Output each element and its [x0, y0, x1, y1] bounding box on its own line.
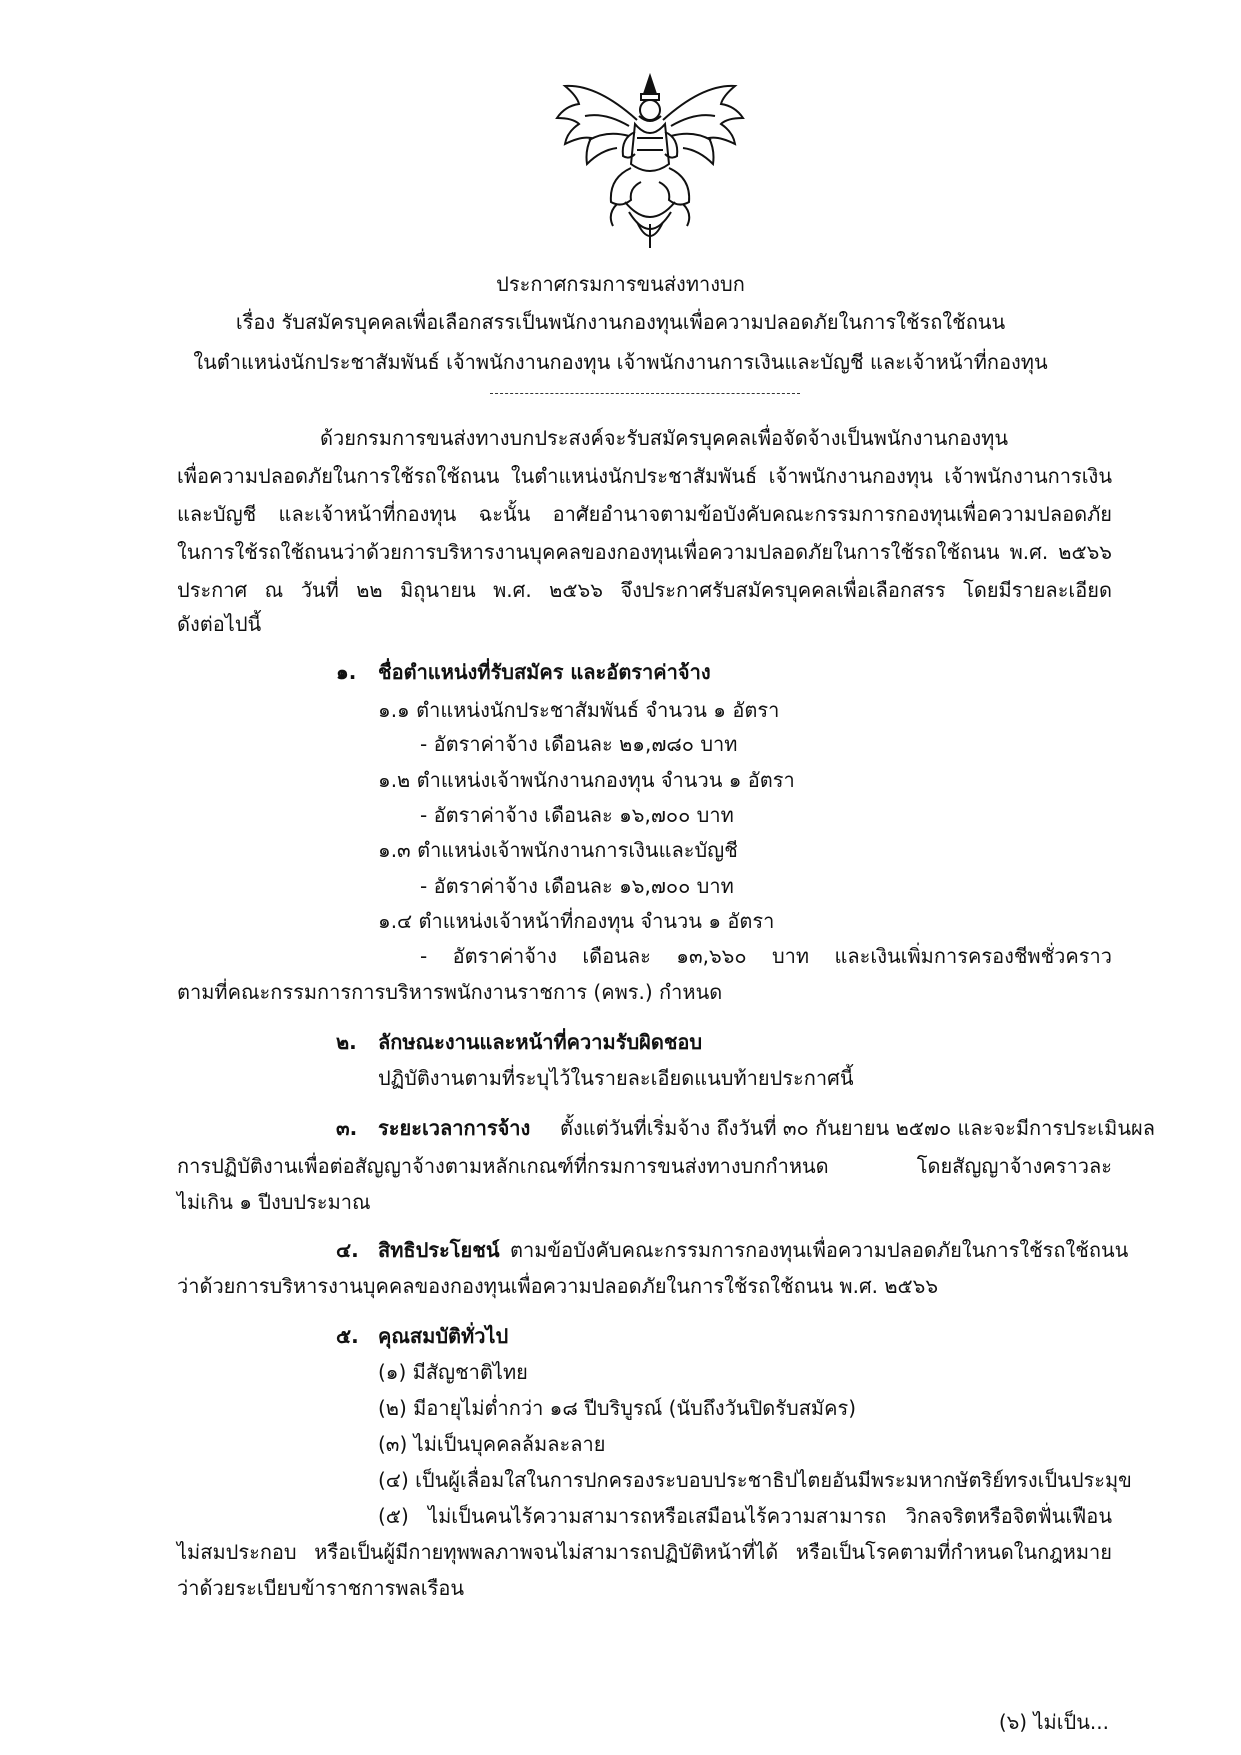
header-divider: [490, 393, 800, 394]
section-4-line-1: ตามข้อบังคับคณะกรรมการกองทุนเพื่อความปลอดภัยในการใช้รถใช้ถนน: [510, 1238, 1129, 1262]
position-1-3: ๑.๓ ตำแหน่งเจ้าพนักงานการเงินและบัญชี: [378, 838, 738, 862]
section-5-title: คุณสมบัติทั่วไป: [378, 1324, 509, 1348]
position-1-4-rate: - อัตราค่าจ้าง เดือนละ ๑๓,๖๖๐ บาท และเงินเพิ่มการครองชีพชั่วคราว: [420, 944, 1112, 968]
qualification-4: (๔) เป็นผู้เลื่อมใสในการปกครองระบอบประชาธิปไตยอันมีพระมหากษัตริย์ทรงเป็นประมุข: [378, 1468, 1132, 1492]
announcement-heading: ประกาศกรมการขนส่งทางบก: [496, 272, 745, 296]
section-4-title: สิทธิประโยชน์: [378, 1238, 500, 1262]
section-2-body: ปฏิบัติงานตามที่ระบุไว้ในรายละเอียดแนบท้ายประกาศนี้: [378, 1066, 854, 1090]
qualification-5-line-1: (๕) ไม่เป็นคนไร้ความสามารถหรือเสมือนไร้ความสามารถ วิกลจริตหรือจิตฟั่นเฟือน: [378, 1504, 1112, 1528]
section-3-line-2: การปฏิบัติงานเพื่อต่อสัญญาจ้างตามหลักเกณฑ์ที่กรมการขนส่งทางบกกำหนด โดยสัญญาจ้างคราวละ: [177, 1154, 1112, 1178]
qualification-2: (๒) มีอายุไม่ต่ำกว่า ๑๘ ปีบริบูรณ์ (นับถึงวันปิดรับสมัคร): [378, 1396, 857, 1420]
section-1-number: ๑.: [336, 660, 357, 684]
qualification-5-line-3: ว่าด้วยระเบียบข้าราชการพลเรือน: [177, 1576, 465, 1600]
section-3-line-3: ไม่เกิน ๑ ปีงบประมาณ: [177, 1190, 371, 1214]
qualification-3: (๓) ไม่เป็นบุคคลล้มละลาย: [378, 1432, 606, 1456]
position-1-1: ๑.๑ ตำแหน่งนักประชาสัมพันธ์ จำนวน ๑ อัตรา: [378, 698, 780, 722]
garuda-emblem: [555, 72, 745, 250]
section-2-number: ๒.: [336, 1030, 357, 1054]
intro-line-1: ด้วยกรมการขนส่งทางบกประสงค์จะรับสมัครบุคคลเพื่อจัดจ้างเป็นพนักงานกองทุน: [320, 426, 1009, 450]
section-4-line-2: ว่าด้วยการบริหารงานบุคคลของกองทุนเพื่อความปลอดภัยในการใช้รถใช้ถนน พ.ศ. ๒๕๖๖: [177, 1274, 939, 1298]
section-3-line-1: ตั้งแต่วันที่เริ่มจ้าง ถึงวันที่ ๓๐ กันยายน ๒๕๗๐ และจะมีการประเมินผล: [560, 1116, 1155, 1140]
section-1-title: ชื่อตำแหน่งที่รับสมัคร และอัตราค่าจ้าง: [378, 660, 711, 684]
intro-line-4: ในการใช้รถใช้ถนนว่าด้วยการบริหารงานบุคคลของกองทุนเพื่อความปลอดภัยในการใช้รถใช้ถนน พ.ศ. ๒๕๖๖: [177, 540, 1112, 564]
position-1-4: ๑.๔ ตำแหน่งเจ้าหน้าที่กองทุน จำนวน ๑ อัตรา: [378, 909, 775, 933]
section-3-title: ระยะเวลาการจ้าง: [378, 1116, 531, 1140]
announcement-subject: เรื่อง รับสมัครบุคคลเพื่อเลือกสรรเป็นพนักงานกองทุนเพื่อความปลอดภัยในการใช้รถใช้ถนน: [235, 310, 1006, 334]
qualification-1: (๑) มีสัญชาติไทย: [378, 1360, 528, 1384]
position-1-2-rate: - อัตราค่าจ้าง เดือนละ ๑๖,๗๐๐ บาท: [420, 803, 734, 827]
position-1-1-rate: - อัตราค่าจ้าง เดือนละ ๒๑,๗๘๐ บาท: [420, 732, 738, 756]
section-3-number: ๓.: [336, 1116, 358, 1140]
qualification-5-line-2: ไม่สมประกอบ หรือเป็นผู้มีกายทุพพลภาพจนไม่สามารถปฏิบัติหน้าที่ได้ หรือเป็นโรคตามที่กำหนดในกฎหมาย: [177, 1540, 1112, 1564]
section-5-number: ๕.: [336, 1324, 359, 1348]
position-1-4-rate-cont: ตามที่คณะกรรมการการบริหารพนักงานราชการ (คพร.) กำหนด: [177, 980, 723, 1004]
intro-line-5: ประกาศ ณ วันที่ ๒๒ มิถุนายน พ.ศ. ๒๕๖๖ จึงประกาศรับสมัครบุคคลเพื่อเลือกสรร โดยมีรายละเอียด: [177, 578, 1112, 602]
page-continuation: (๖) ไม่เป็น...: [998, 1710, 1109, 1734]
position-1-2: ๑.๒ ตำแหน่งเจ้าพนักงานกองทุน จำนวน ๑ อัตรา: [378, 768, 795, 792]
intro-line-2: เพื่อความปลอดภัยในการใช้รถใช้ถนน ในตำแหน่งนักประชาสัมพันธ์ เจ้าพนักงานกองทุน เจ้าพนักงานการเงิน: [177, 464, 1112, 488]
position-1-3-rate: - อัตราค่าจ้าง เดือนละ ๑๖,๗๐๐ บาท: [420, 874, 734, 898]
section-2-title: ลักษณะงานและหน้าที่ความรับผิดชอบ: [378, 1030, 703, 1054]
announcement-positions: ในตำแหน่งนักประชาสัมพันธ์ เจ้าพนักงานกองทุน เจ้าพนักงานการเงินและบัญชี และเจ้าหน้าที่กองทุน: [193, 350, 1048, 374]
intro-line-3: และบัญชี และเจ้าหน้าที่กองทุน ฉะนั้น อาศัยอำนาจตามข้อบังคับคณะกรรมการกองทุนเพื่อความปลอดภัย: [177, 502, 1112, 526]
section-4-number: ๔.: [336, 1238, 359, 1262]
intro-line-6: ดังต่อไปนี้: [177, 612, 262, 636]
